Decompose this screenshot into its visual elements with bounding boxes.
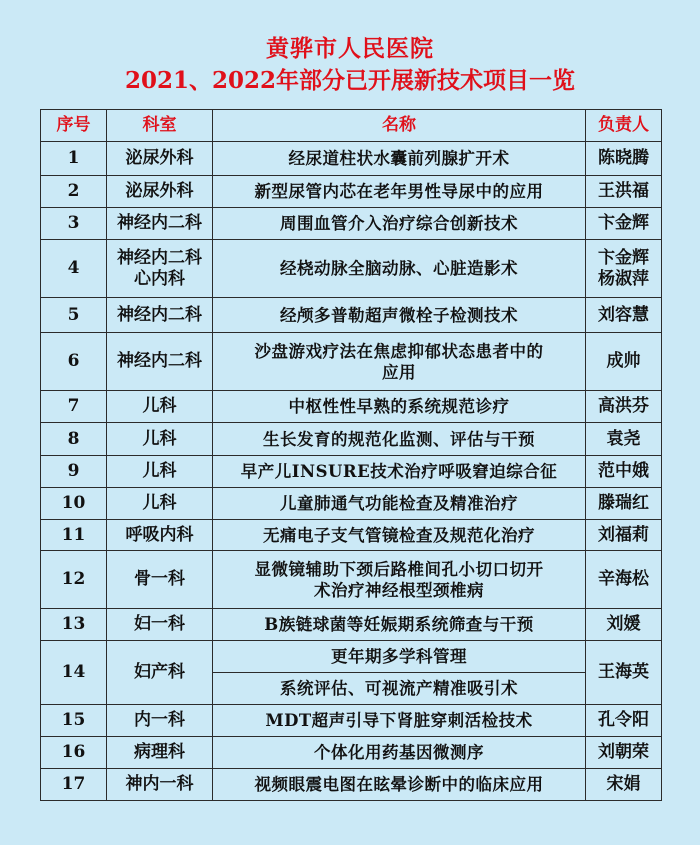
row-department: 儿科	[107, 488, 213, 520]
table-row	[41, 333, 662, 391]
row-project-name: 沙盘游戏疗法在焦虑抑郁状态患者中的 应用	[213, 333, 586, 391]
row-department: 呼吸内科	[107, 520, 213, 551]
row-person: 王海英	[586, 641, 662, 705]
table-row	[41, 705, 662, 737]
table-row	[41, 609, 662, 641]
row-number: 16	[41, 737, 107, 769]
row-department: 神内一科	[107, 769, 213, 801]
table-row	[41, 240, 662, 298]
row-person: 卞金辉 杨淑萍	[586, 240, 662, 298]
row-department: 神经内二科	[107, 208, 213, 240]
row-project-name: 儿童肺通气功能检查及精准治疗	[213, 488, 586, 520]
row-person: 孔令阳	[586, 705, 662, 737]
row-number: 11	[41, 520, 107, 551]
page-subtitle: 2021、2022年部分已开展新技术项目一览	[124, 67, 576, 94]
table-header-row	[41, 110, 662, 142]
row-department: 内一科	[107, 705, 213, 737]
row-person: 辛海松	[586, 551, 662, 609]
row-project-name: 中枢性性早熟的系统规范诊疗	[213, 391, 586, 423]
row-project-name: 生长发育的规范化监测、评估与干预	[213, 423, 586, 456]
row-number: 12	[41, 551, 107, 609]
row-person: 范中娥	[586, 456, 662, 488]
row-person: 陈晓腾	[586, 142, 662, 176]
row-department: 泌尿外科	[107, 176, 213, 208]
row-project-name: 更年期多学科管理	[213, 641, 586, 673]
row-department: 骨一科	[107, 551, 213, 609]
page-title: 黄骅市人民医院	[266, 35, 434, 62]
row-project-name: MDT超声引导下肾脏穿刺活检技术	[213, 705, 586, 737]
row-department: 儿科	[107, 456, 213, 488]
row-number: 7	[41, 391, 107, 423]
row-project-name: 经桡动脉全脑动脉、心脏造影术	[213, 240, 586, 298]
row-person: 高洪芬	[586, 391, 662, 423]
row-person: 卞金辉	[586, 208, 662, 240]
row-department: 妇一科	[107, 609, 213, 641]
row-number: 13	[41, 609, 107, 641]
row-person: 成帅	[586, 333, 662, 391]
row-person: 袁尧	[586, 423, 662, 456]
header-name: 名称	[213, 110, 586, 142]
row-number: 6	[41, 333, 107, 391]
row-number: 3	[41, 208, 107, 240]
table-row	[41, 769, 662, 801]
row-person: 刘容慧	[586, 298, 662, 333]
row-project-name: 视频眼震电图在眩晕诊断中的临床应用	[213, 769, 586, 801]
row-number: 14	[41, 641, 107, 705]
row-project-name: 周围血管介入治疗综合创新技术	[213, 208, 586, 240]
row-project-name: 系统评估、可视流产精准吸引术	[213, 673, 586, 705]
row-person: 滕瑞红	[586, 488, 662, 520]
row-number: 1	[41, 142, 107, 176]
table-row	[41, 208, 662, 240]
row-department: 儿科	[107, 391, 213, 423]
row-number: 15	[41, 705, 107, 737]
row-number: 17	[41, 769, 107, 801]
row-project-name: 显微镜辅助下颈后路椎间孔小切口切开 术治疗神经根型颈椎病	[213, 551, 586, 609]
row-department: 妇产科	[107, 641, 213, 705]
row-project-name: 新型尿管内芯在老年男性导尿中的应用	[213, 176, 586, 208]
row-department: 泌尿外科	[107, 142, 213, 176]
row-project-name: 经尿道柱状水囊前列腺扩开术	[213, 142, 586, 176]
row-project-name: 经颅多普勒超声微栓子检测技术	[213, 298, 586, 333]
row-number: 5	[41, 298, 107, 333]
row-number: 2	[41, 176, 107, 208]
row-person: 宋娟	[586, 769, 662, 801]
table-row	[41, 488, 662, 520]
row-department: 神经内二科	[107, 298, 213, 333]
row-person: 刘福莉	[586, 520, 662, 551]
table-row	[41, 551, 662, 609]
table-row	[41, 737, 662, 769]
row-project-name: 无痛电子支气管镜检查及规范化治疗	[213, 520, 586, 551]
tech-project-table	[40, 109, 662, 801]
table-row	[41, 176, 662, 208]
table-row	[41, 456, 662, 488]
row-number: 8	[41, 423, 107, 456]
row-number: 4	[41, 240, 107, 298]
row-person: 刘媛	[586, 609, 662, 641]
row-department: 儿科	[107, 423, 213, 456]
table-row	[41, 520, 662, 551]
row-person: 王洪福	[586, 176, 662, 208]
row-department: 神经内二科 心内科	[107, 240, 213, 298]
table-row	[41, 298, 662, 333]
row-number: 10	[41, 488, 107, 520]
row-department: 神经内二科	[107, 333, 213, 391]
table-row	[41, 391, 662, 423]
header-person: 负责人	[586, 110, 662, 142]
row-department: 病理科	[107, 737, 213, 769]
row-person: 刘朝荣	[586, 737, 662, 769]
row-project-name: 个体化用药基因微测序	[213, 737, 586, 769]
table-row	[41, 641, 662, 673]
table-row	[41, 142, 662, 176]
row-project-name: B族链球菌等妊娠期系统筛查与干预	[213, 609, 586, 641]
header-dept: 科室	[107, 110, 213, 142]
header-no: 序号	[41, 110, 107, 142]
table-row	[41, 423, 662, 456]
table-body	[41, 142, 662, 801]
row-project-name: 早产儿INSURE技术治疗呼吸窘迫综合征	[213, 456, 586, 488]
row-number: 9	[41, 456, 107, 488]
